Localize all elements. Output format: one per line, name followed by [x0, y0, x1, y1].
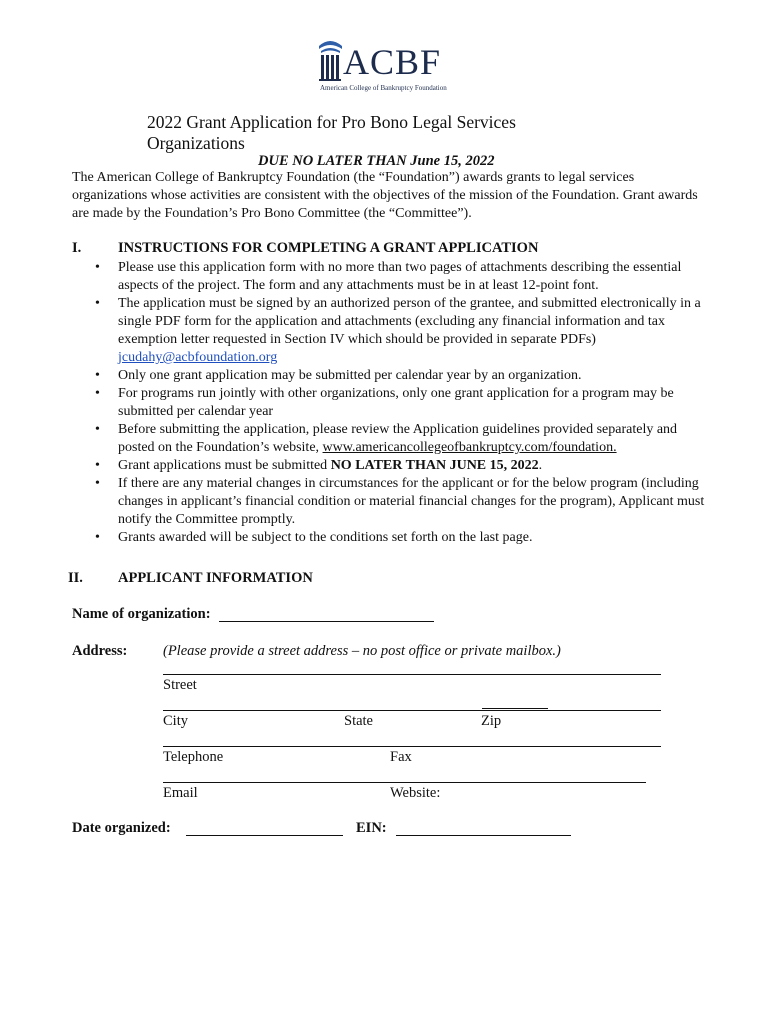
email-label: Email [163, 785, 198, 801]
zip-label: Zip [481, 713, 502, 729]
bullet-icon: • [95, 422, 100, 437]
list-item [90, 385, 705, 421]
list-item [90, 259, 705, 295]
list-item [90, 295, 705, 367]
bullet-icon: • [95, 386, 100, 401]
bullet-text: Please use this application form with no more than two pages of attachments describing the essential aspects of the project. The form and any attachments must be in at least 12-point font. [118, 260, 682, 293]
bullet-text: Grant applications must be submitted [118, 458, 328, 473]
state-label: State [344, 713, 373, 729]
bullet-icon: • [95, 296, 100, 311]
org-name-label: Name of organization: [72, 606, 211, 622]
bullet-icon: • [95, 530, 100, 545]
instructions-list [90, 259, 705, 547]
logo-wordmark: ACBF [343, 42, 442, 82]
telephone-label: Telephone [163, 749, 224, 765]
email-link[interactable]: jcudahy@acbfoundation.org [118, 350, 278, 365]
zip-underline [482, 708, 548, 709]
bullet-icon: • [95, 260, 100, 275]
page-title: 2022 Grant Application for Pro Bono Legal Services Organizations [147, 112, 516, 153]
date-organized-field[interactable] [186, 835, 343, 836]
ein-field[interactable] [396, 835, 571, 836]
bullet-icon: • [95, 368, 100, 383]
intro-paragraph: The American College of Bankruptcy Foundation (the “Foundation”) awards grants to legal services organizations whose activities are consistent with the objectives of the mission of the Foundation. Grant awards are made by the Foundation’s Pro Bono Committee (the “Committee”). [72, 170, 698, 221]
city-label: City [163, 713, 188, 729]
bullet-text: For programs run jointly with other organizations, only one grant application for a program may be submitted per calendar year [118, 386, 674, 419]
list-item [90, 367, 705, 385]
street-field[interactable] [163, 674, 661, 675]
bullet-text: Before submitting the application, please review the Application guidelines provided separately and posted on the Foundation’s website, [118, 422, 678, 455]
email-website-field[interactable] [163, 782, 646, 783]
telephone-fax-field[interactable] [163, 746, 661, 747]
bullet-icon: • [95, 476, 100, 491]
address-note: (Please provide a street address – no post office or private mailbox.) [163, 643, 561, 659]
website-link[interactable]: www.americancollegeofbankruptcy.com/foundation. [322, 440, 617, 455]
list-item [90, 475, 705, 529]
bullet-text: Only one grant application may be submitted per calendar year by an organization. [118, 368, 582, 383]
date-organized-label: Date organized: [72, 820, 171, 836]
bullet-text: Grants awarded will be subject to the conditions set forth on the last page. [118, 530, 533, 545]
logo-tagline: American College of Bankruptcy Foundation [320, 84, 447, 92]
due-date: DUE NO LATER THAN June 15, 2022 [258, 153, 495, 169]
ein-label: EIN: [356, 820, 387, 836]
list-item [90, 457, 705, 475]
acbf-logo [316, 38, 456, 94]
column-logo-icon [316, 38, 344, 82]
deadline-bold: NO LATER THAN JUNE 15, 2022 [330, 458, 539, 473]
section-2-heading: APPLICANT INFORMATION [118, 570, 313, 586]
org-name-field[interactable] [219, 621, 434, 622]
bullet-text: If there are any material changes in circumstances for the applicant or for the below program (including changes in applicant’s financial condition or material financial changes for the program), Applicant must notify the Committee promptly. [118, 476, 705, 527]
fax-label: Fax [390, 749, 412, 765]
section-2-number: II. [68, 570, 83, 586]
website-label: Website: [390, 785, 441, 801]
section-1-number: I. [72, 240, 82, 256]
city-state-zip-field[interactable] [163, 710, 661, 711]
bullet-text: The application must be signed by an authorized person of the grantee, and submitted electronically in a single PDF form for the application and attachments (excluding any financial information and tax exemption letter requested in Section IV which should be provided in separate PDFs) [118, 296, 701, 347]
bullet-text-end: . [538, 458, 543, 473]
list-item [90, 421, 705, 457]
list-item [90, 529, 705, 547]
address-label: Address: [72, 643, 128, 659]
bullet-icon: • [95, 458, 100, 473]
street-label: Street [163, 677, 197, 693]
section-1-heading: INSTRUCTIONS FOR COMPLETING A GRANT APPLICATION [118, 240, 539, 256]
